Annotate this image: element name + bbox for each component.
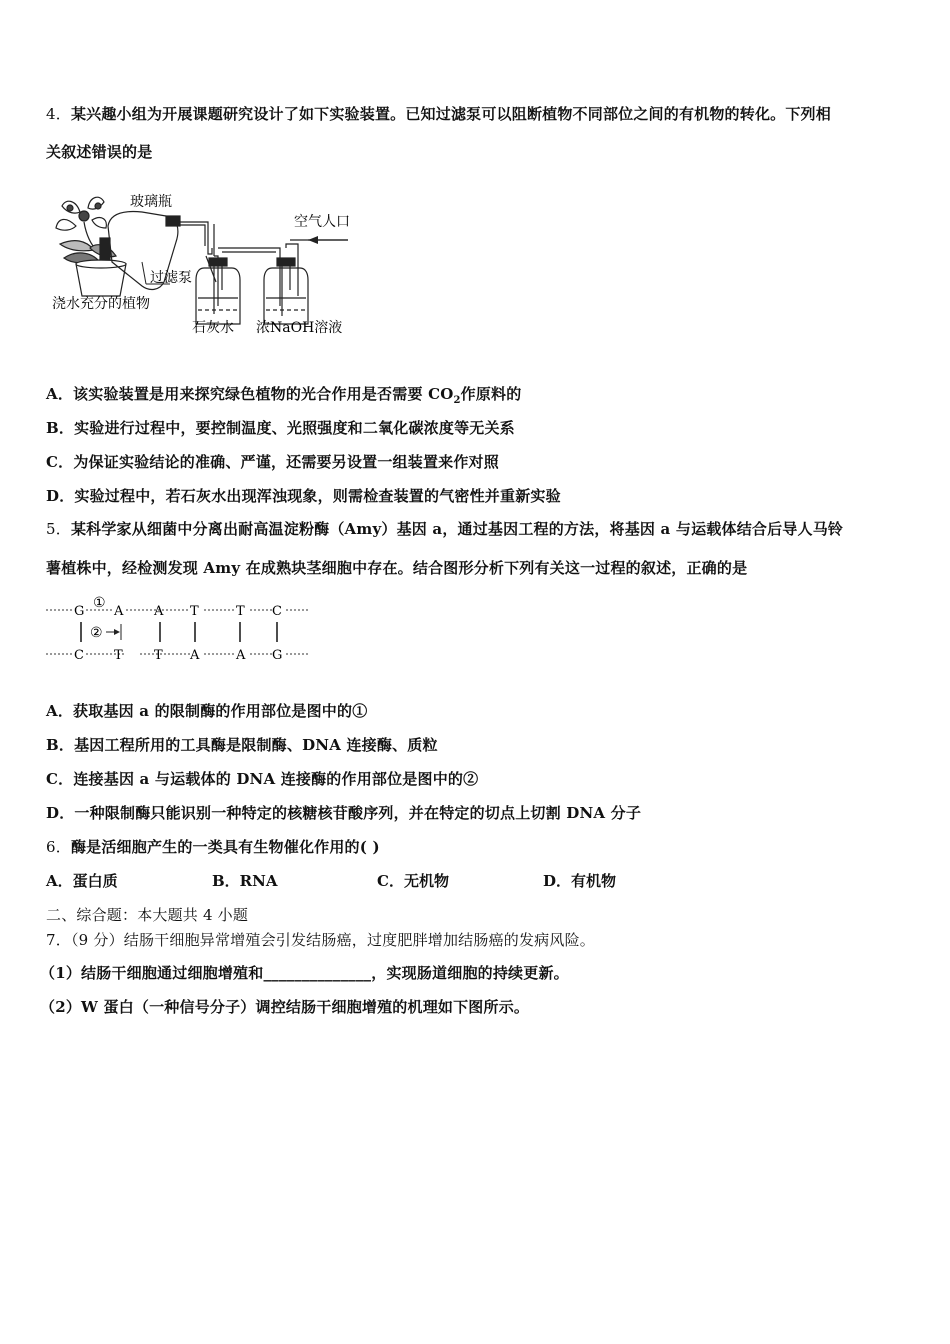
label-limewater: 石灰水: [192, 320, 234, 336]
q6-options: [46, 870, 666, 890]
q7-score: （9 分）: [70, 931, 124, 949]
q6-option-b: B．RNA: [212, 872, 278, 890]
q4-option-d: D．实验过程中，若石灰水出现浑浊现象，则需检查装置的气密性并重新实验: [46, 487, 561, 505]
q5-stem-text: 某科学家从细菌中分离出耐高温淀粉酶（Amy）基因 a，通过基因工程的方法，将基因 a 与运载体结合后导人马铃: [70, 520, 844, 538]
q7-part2: （2）W 蛋白（一种信号分子）调控结肠干细胞增殖的机理如下图所示。: [40, 998, 530, 1016]
co2-subscript: 2: [453, 395, 461, 406]
bottom-base-6: G: [272, 648, 283, 663]
q5-dna-figure: [46, 592, 310, 664]
q4-stem-text: 某兴趣小组为开展课题研究设计了如下实验装置。已知过滤泵可以阻断植物不同部位之间的有机物的转化。下列相: [70, 105, 831, 123]
label-naoh: 浓NaOH溶液: [256, 320, 343, 336]
air-inlet-arrow: [308, 236, 348, 244]
label-air-inlet: 空气人口: [294, 214, 350, 230]
q4-option-a-text: A．该实验装置是用来探究绿色植物的光合作用是否需要 CO: [46, 385, 454, 403]
q4-apparatus-figure: [46, 186, 366, 338]
q4-stem-line2: 关叙述错误的是: [46, 143, 153, 161]
top-base-2: A: [114, 604, 124, 619]
bottom-base-1: C: [74, 648, 84, 663]
top-base-1: G: [74, 604, 85, 619]
q5-option-c: C．连接基因 a 与运载体的 DNA 连接酶的作用部位是图中的②: [46, 770, 479, 788]
q4-option-b: B．实验进行过程中，要控制温度、光照强度和二氧化碳浓度等无关系: [46, 419, 515, 437]
q4-option-a: [46, 383, 521, 406]
q5-number: 5．: [46, 520, 71, 538]
dna-backbone: [46, 610, 308, 654]
label-filter-pump: 过滤泵: [150, 270, 192, 286]
q6-option-d: D．有机物: [543, 872, 617, 890]
q6-stem: [46, 836, 380, 857]
top-base-3: A: [154, 604, 164, 619]
bottom-base-4: A: [190, 648, 200, 663]
section-2-title: 二、综合题：本大题共 4 小题: [46, 906, 249, 924]
marker-2: ②: [90, 625, 103, 641]
q4-number: 4．: [46, 105, 71, 123]
q4-option-c: C．为保证实验结论的准确、严谨，还需要另设置一组装置来作对照: [46, 453, 499, 471]
top-base-5: T: [236, 604, 245, 619]
naoh-bottle: [264, 258, 308, 324]
bottom-base-2: T: [114, 648, 123, 663]
q7-number: 7．: [46, 931, 71, 949]
q7-stem-text: 结肠干细胞异常增殖会引发结肠癌，过度肥胖增加结肠癌的发病风险。: [123, 931, 595, 949]
marker-2-arrow: [106, 624, 121, 640]
q5-stem-line2: 薯植株中，经检测发现 Amy 在成熟块茎细胞中存在。结合图形分析下列有关这一过程的叙述，正确的是: [46, 559, 748, 577]
q7-stem: [46, 929, 595, 950]
filter-pump-pointer: [142, 262, 146, 284]
q6-number: 6．: [46, 838, 71, 856]
marker-1: ①: [93, 595, 106, 611]
q5-option-a: A．获取基因 a 的限制酶的作用部位是图中的①: [46, 702, 368, 720]
bottom-base-5: A: [236, 648, 246, 663]
top-base-6: C: [272, 604, 282, 619]
q4-stem-line1: [46, 103, 831, 124]
q6-option-a: A．蛋白质: [46, 872, 118, 890]
q5-option-d: D．一种限制酶只能识别一种特定的核糖核苷酸序列，并在特定的切点上切割 DNA 分子: [46, 804, 642, 822]
q6-option-c: C．无机物: [377, 872, 449, 890]
q4-option-a-tail: 作原料的: [460, 385, 522, 403]
top-base-4: T: [190, 604, 199, 619]
plant-drawing: [56, 197, 126, 296]
bottom-base-3: T: [154, 648, 163, 663]
label-plant: 浇水充分的植物: [52, 296, 150, 312]
label-bottle: 玻璃瓶: [130, 194, 172, 210]
q7-part1: （1）结肠干细胞通过细胞增殖和______________，实现肠道细胞的持续更新。: [40, 964, 569, 982]
q6-stem-text: 酶是活细胞产生的一类具有生物催化作用的( ): [70, 838, 380, 856]
q5-stem-line1: [46, 518, 843, 539]
q5-option-b: B．基因工程所用的工具酶是限制酶、DNA 连接酶、质粒: [46, 736, 438, 754]
